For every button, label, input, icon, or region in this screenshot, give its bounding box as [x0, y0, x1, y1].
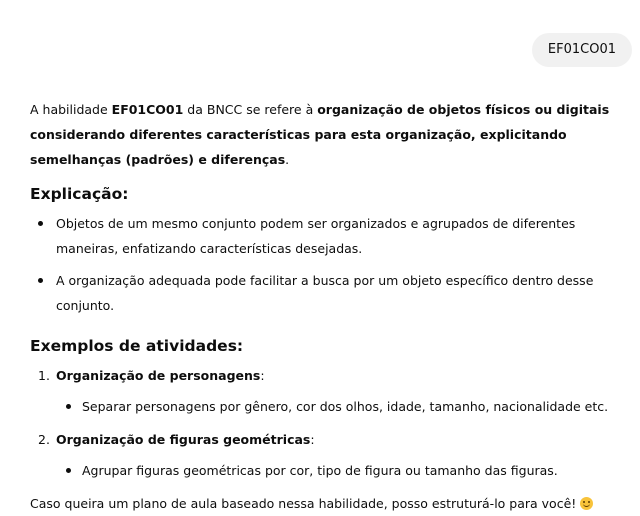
bullet-icon	[66, 468, 71, 473]
list-item	[30, 211, 626, 261]
examples-list	[30, 363, 626, 483]
list-item	[30, 268, 626, 318]
list-item-text: A organização adequada pode facilitar a busca por um objeto específico dentro desse conjunto.	[56, 273, 594, 313]
bullet-icon	[66, 404, 71, 409]
example-item	[30, 363, 626, 419]
intro-text: da BNCC se refere à	[183, 102, 318, 117]
user-message-bubble: EF01CO01	[532, 33, 632, 67]
example-title: Organização de personagens	[56, 368, 261, 383]
smiling-face-icon	[580, 497, 593, 510]
example-detail: Agrupar figuras geométricas por cor, tipo de figura ou tamanho das figuras.	[82, 463, 558, 478]
explanation-heading: Explicação:	[30, 185, 129, 203]
bullet-icon	[38, 221, 43, 226]
example-title-suffix: :	[310, 432, 315, 447]
example-detail-list	[56, 458, 626, 483]
bullet-icon	[38, 278, 43, 283]
skill-description: organização de objetos físicos ou digitais considerando diferentes características para esta organização, explicitando semelhanças (padrões) e diferenças	[30, 102, 610, 167]
example-detail-list	[56, 394, 626, 419]
closing-text: Caso queira um plano de aula baseado nessa habilidade, posso estruturá-lo para você!	[30, 496, 577, 511]
assistant-response	[30, 97, 626, 516]
example-number: 2.	[38, 432, 50, 447]
intro-paragraph	[30, 97, 626, 172]
intro-text: .	[285, 152, 290, 167]
example-title-suffix: :	[260, 368, 265, 383]
skill-code: EF01CO01	[111, 102, 184, 117]
examples-heading: Exemplos de atividades:	[30, 337, 244, 355]
example-title: Organização de figuras geométricas	[56, 432, 311, 447]
list-item	[56, 394, 626, 419]
example-detail: Separar personagens por gênero, cor dos olhos, idade, tamanho, nacionalidade etc.	[82, 399, 609, 414]
list-item	[56, 458, 626, 483]
explanation-list	[30, 211, 626, 318]
list-item-text: Objetos de um mesmo conjunto podem ser organizados e agrupados de diferentes maneiras, enfatizando características desejadas.	[56, 216, 576, 256]
closing-paragraph	[30, 491, 626, 516]
intro-text: A habilidade	[30, 102, 112, 117]
example-number: 1.	[38, 368, 50, 383]
example-item	[30, 427, 626, 483]
